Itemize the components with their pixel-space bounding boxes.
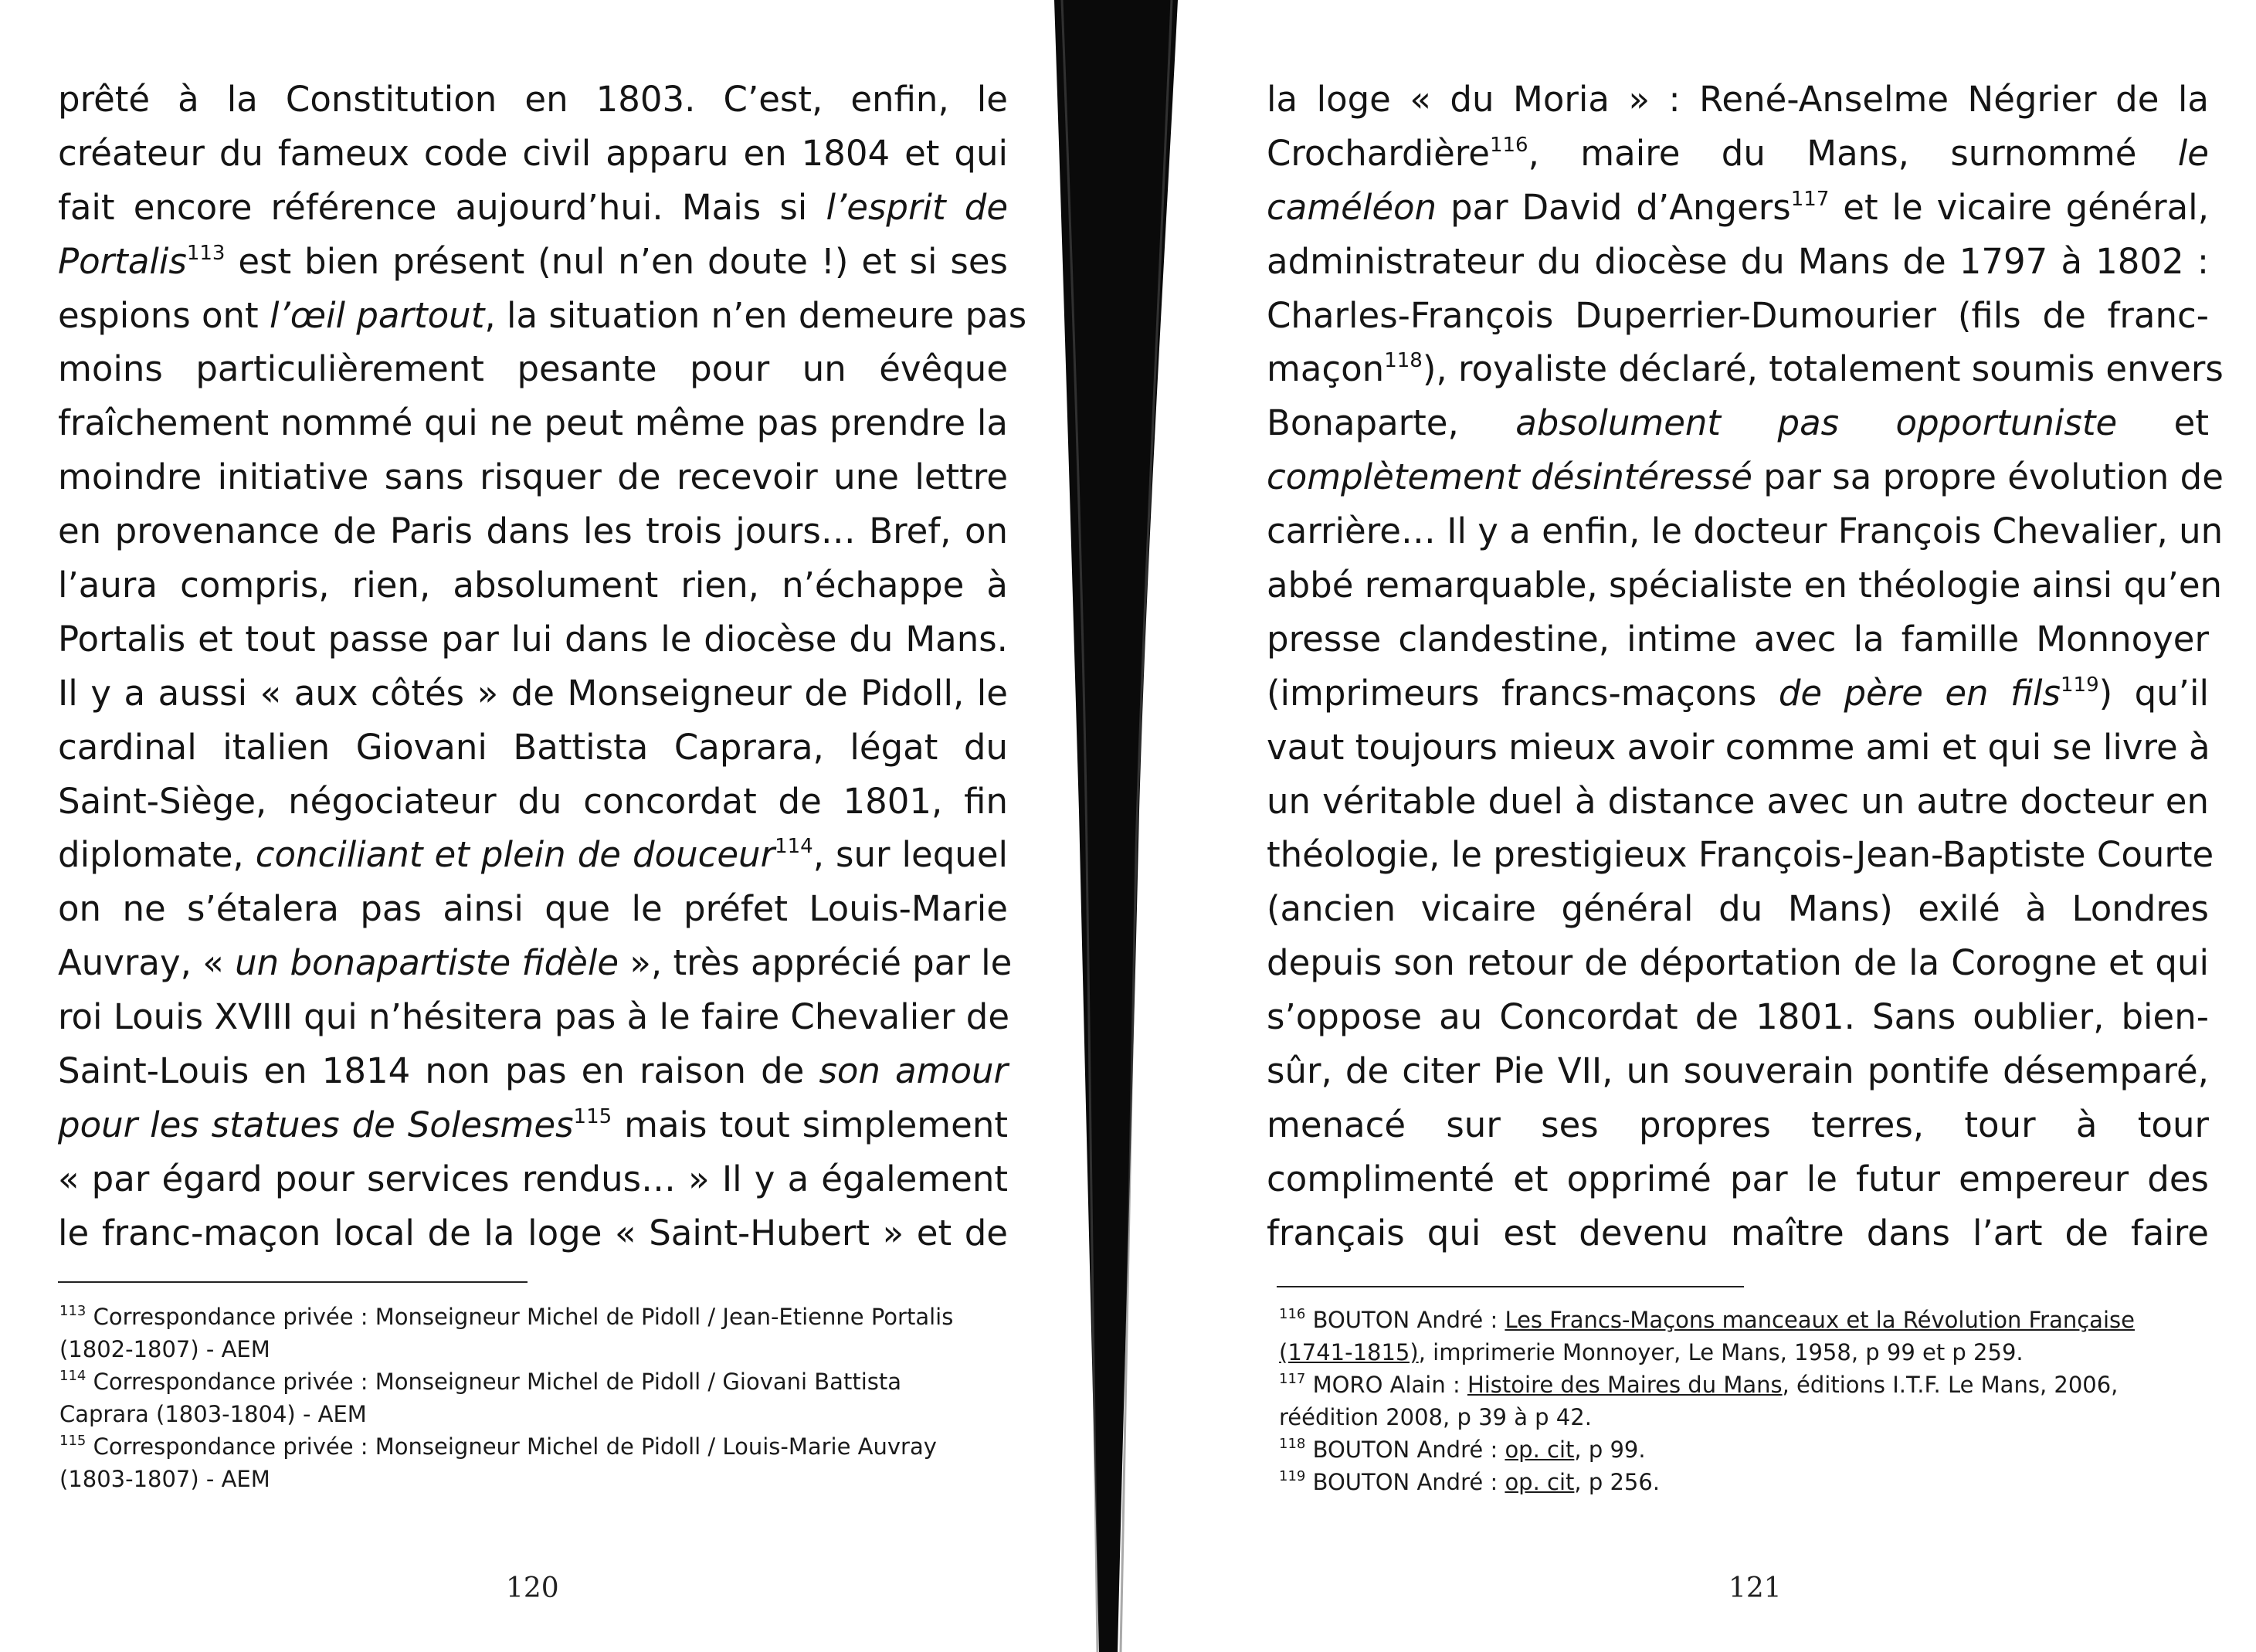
text-run: sûr, de citer Pie VII, un souverain pontife désemparé, — [1267, 1050, 2209, 1092]
text-line — [1267, 990, 2209, 1044]
text-line — [1267, 828, 2214, 882]
text-run: , p 99. — [1574, 1437, 1646, 1463]
text-line — [1267, 558, 2223, 612]
text-line — [1267, 775, 2209, 829]
left-body-text — [58, 73, 1027, 1260]
text-line — [1267, 127, 2209, 181]
text-line — [58, 882, 1008, 936]
italic-text: absolument pas opportuniste — [1515, 402, 2118, 444]
text-run: Portalis et tout passe par lui dans le diocèse du Mans. — [58, 618, 1008, 660]
underlined-title: Histoire des Maires du Mans — [1467, 1372, 1783, 1398]
footnote-ref: 116 — [1489, 133, 1528, 157]
text-run: , sur lequel — [812, 834, 1009, 876]
text-line — [1267, 289, 2209, 343]
text-line — [1267, 882, 2209, 936]
text-line — [58, 396, 1008, 450]
text-line — [1267, 1098, 2209, 1152]
text-line — [58, 1152, 1008, 1206]
book-gutter-shadow — [1031, 0, 1201, 1652]
text-line — [1267, 1152, 2209, 1206]
text-run: », très apprécié par le — [619, 942, 1013, 984]
text-run: Bonaparte, — [1267, 402, 1516, 444]
text-run: (1802-1807) - AEM — [59, 1336, 270, 1362]
left-footnote-rule — [58, 1281, 528, 1283]
text-run: espions ont — [58, 294, 270, 336]
text-run: abbé remarquable, spécialiste en théologie ainsi qu’en — [1267, 565, 2223, 606]
text-run: Correspondance privée : Monseigneur Michel de Pidoll / Giovani Battista — [86, 1369, 901, 1395]
text-run: par sa propre évolution de — [1752, 456, 2224, 498]
italic-text: un bonapartiste fidèle — [235, 942, 619, 984]
footnote-line — [1279, 1304, 2214, 1336]
text-line — [58, 181, 1008, 235]
italic-text: pour les statues de Solesmes — [58, 1104, 574, 1145]
text-line — [1267, 450, 2224, 504]
footnote-line — [1279, 1369, 2214, 1401]
text-run: créateur du fameux code civil apparu en 1804 et qui — [58, 132, 1008, 174]
text-line — [58, 450, 1008, 504]
text-run: Correspondance privée : Monseigneur Michel de Pidoll / Louis-Marie Auvray — [86, 1433, 937, 1460]
footnote-line — [59, 1430, 1009, 1463]
footnote-ref: 118 — [1384, 349, 1423, 373]
text-line — [58, 936, 1013, 990]
text-line — [58, 1206, 1008, 1260]
underlined-title: Les Francs-Maçons manceaux et la Révolution Française — [1505, 1307, 2135, 1333]
footnote-line — [59, 1333, 1009, 1365]
text-run: fait encore référence aujourd’hui. Mais si — [58, 186, 826, 228]
text-line — [58, 828, 1008, 882]
footnote-line — [1279, 1466, 2214, 1498]
footnote-ref: 118 — [1279, 1436, 1306, 1452]
underlined-title: (1741-1815) — [1279, 1339, 1419, 1365]
text-run: Auvray, « — [58, 942, 236, 984]
italic-text: le — [2177, 132, 2209, 174]
footnote-ref: 116 — [1279, 1306, 1306, 1322]
footnote-line — [1279, 1433, 2214, 1466]
footnote-ref: 119 — [1279, 1468, 1306, 1484]
text-run: la loge « du Moria » : René-Anselme Négrier de la — [1267, 79, 2209, 120]
text-run: Caprara (1803-1804) - AEM — [59, 1401, 367, 1427]
right-body-text — [1267, 73, 2224, 1260]
text-run: Saint-Siège, négociateur du concordat de 1801, fin — [58, 780, 1008, 822]
text-run: complimenté et opprimé par le futur empereur des — [1267, 1158, 2209, 1199]
text-line — [1267, 667, 2209, 721]
text-run: administrateur du diocèse du Mans de 1797 à 1802 : — [1267, 240, 2209, 282]
footnote-line — [59, 1365, 1009, 1398]
text-run: depuis son retour de déportation de la Corogne et qui — [1267, 942, 2209, 984]
text-run: moins particulièrement pesante pour un évêque — [58, 348, 1008, 390]
text-line — [1267, 612, 2209, 667]
italic-text: Portalis — [58, 240, 187, 282]
text-run: et — [2117, 402, 2209, 444]
text-line — [58, 990, 1008, 1044]
text-run: Correspondance privée : Monseigneur Michel de Pidoll / Jean-Etienne Portalis — [86, 1304, 954, 1330]
text-run: prêté à la Constitution en 1803. C’est, enfin, le — [58, 79, 1008, 120]
text-run: ) qu’il — [2098, 672, 2209, 714]
text-run: réédition 2008, p 39 à p 42. — [1279, 1404, 1592, 1430]
italic-text: complètement désintéressé — [1267, 456, 1752, 498]
text-run: presse clandestine, intime avec la famille Monnoyer — [1267, 618, 2209, 660]
text-run: carrière… Il y a enfin, le docteur François Chevalier, un — [1267, 511, 2224, 552]
text-line — [58, 1044, 1008, 1098]
text-line — [1267, 73, 2209, 127]
text-line — [58, 342, 1008, 396]
text-run: BOUTON André : — [1305, 1307, 1505, 1333]
text-run: vaut toujours mieux avoir comme ami et qui se livre à — [1267, 726, 2210, 768]
text-line — [58, 612, 1008, 667]
right-footnotes — [1279, 1304, 2214, 1498]
footnote-line — [1279, 1401, 2214, 1433]
footnote-ref: 113 — [186, 241, 226, 265]
text-run: , imprimerie Monnoyer, Le Mans, 1958, p 99 et p 259. — [1418, 1339, 2024, 1365]
italic-text: son amour — [819, 1050, 1009, 1092]
text-line — [1267, 235, 2209, 289]
text-run: maçon — [1267, 348, 1385, 390]
text-run: (imprimeurs francs-maçons — [1267, 672, 1779, 714]
footnote-line — [59, 1301, 1009, 1333]
text-run: le franc-maçon local de la loge « Saint-Hubert » et de — [58, 1212, 1008, 1253]
text-run: et le vicaire général, — [1829, 186, 2209, 228]
text-run: s’oppose au Concordat de 1801. Sans oublier, bien- — [1267, 996, 2209, 1038]
text-run: diplomate, — [58, 834, 256, 876]
footnote-ref: 114 — [775, 835, 813, 859]
text-run: « par égard pour services rendus… » Il y a également — [58, 1158, 1008, 1199]
text-run: BOUTON André : — [1305, 1437, 1505, 1463]
text-run: par David d’Angers — [1437, 186, 1791, 228]
footnote-line — [59, 1398, 1009, 1430]
text-line — [58, 289, 1027, 343]
text-line — [58, 667, 1008, 721]
text-run: est bien présent (nul n’en doute !) et si ses — [225, 240, 1008, 282]
footnote-ref: 115 — [59, 1433, 87, 1449]
underlined-title: op. cit — [1505, 1437, 1575, 1463]
text-line — [58, 721, 1008, 775]
text-run: MORO Alain : — [1305, 1372, 1467, 1398]
text-line — [1267, 721, 2209, 775]
text-run: menacé sur ses propres terres, tour à tour — [1267, 1104, 2209, 1145]
italic-text: de père en fils — [1778, 672, 2061, 714]
text-line — [58, 775, 1008, 829]
italic-text: caméléon — [1267, 186, 1437, 228]
text-run: roi Louis XVIII qui n’hésitera pas à le faire Chevalier de — [58, 996, 1010, 1038]
text-run: BOUTON André : — [1305, 1469, 1505, 1495]
text-run: français qui est devenu maître dans l’art de faire — [1267, 1212, 2209, 1253]
text-run: , maire du Mans, surnommé — [1528, 132, 2178, 174]
text-line — [58, 1098, 1008, 1152]
left-footnotes — [59, 1301, 1009, 1495]
text-line — [1267, 1044, 2209, 1098]
text-run: moindre initiative sans risquer de recevoir une lettre — [58, 456, 1008, 498]
text-run: (ancien vicaire général du Mans) exilé à Londres — [1267, 888, 2209, 930]
text-line — [1267, 342, 2224, 396]
underlined-title: op. cit — [1505, 1469, 1575, 1495]
text-line — [1267, 504, 2224, 558]
italic-text: l’œil partout — [270, 294, 485, 336]
text-run: Crochardière — [1267, 132, 1490, 174]
page-number-right: 121 — [1728, 1572, 1782, 1604]
text-run: mais tout simplement — [612, 1104, 1008, 1145]
text-run: Saint-Louis en 1814 non pas en raison de — [58, 1050, 819, 1092]
text-line — [1267, 181, 2209, 235]
footnote-ref: 117 — [1279, 1371, 1306, 1387]
footnote-ref: 117 — [1790, 187, 1830, 211]
text-line — [1267, 1206, 2209, 1260]
text-line — [58, 504, 1008, 558]
text-run: l’aura compris, rien, absolument rien, n’échappe à — [58, 565, 1008, 606]
text-run: théologie, le prestigieux François-Jean-Baptiste Courte — [1267, 834, 2214, 876]
right-footnote-rule — [1277, 1286, 1744, 1287]
footnote-ref: 114 — [59, 1368, 87, 1384]
footnote-ref: 115 — [573, 1104, 612, 1128]
text-run: on ne s’étalera pas ainsi que le préfet Louis-Marie — [58, 888, 1008, 930]
footnote-line — [59, 1463, 1009, 1495]
footnote-ref: 119 — [2060, 673, 2099, 697]
text-line — [58, 235, 1008, 289]
text-run: ), royaliste déclaré, totalement soumis envers — [1422, 348, 2224, 390]
text-run: en provenance de Paris dans les trois jours… Bref, on — [58, 511, 1008, 552]
text-line — [58, 127, 1008, 181]
text-run: , éditions I.T.F. Le Mans, 2006, — [1782, 1372, 2119, 1398]
footnote-ref: 113 — [59, 1303, 87, 1319]
text-run: , p 256. — [1574, 1469, 1661, 1495]
text-line — [1267, 396, 2209, 450]
text-line — [58, 73, 1008, 127]
italic-text: l’esprit de — [826, 186, 1009, 228]
text-run: un véritable duel à distance avec un autre docteur en — [1267, 780, 2209, 822]
text-run: cardinal italien Giovani Battista Caprara, légat du — [58, 726, 1008, 768]
text-run: Il y a aussi « aux côtés » de Monseigneur de Pidoll, le — [58, 672, 1008, 714]
italic-text: conciliant et plein de douceur — [255, 834, 775, 876]
text-run: , la situation n’en demeure pas — [484, 294, 1027, 336]
page-number-left: 120 — [506, 1572, 559, 1604]
text-line — [1267, 936, 2209, 990]
text-line — [58, 558, 1008, 612]
text-run: Charles-François Duperrier-Dumourier (fils de franc- — [1267, 294, 2209, 336]
text-run: (1803-1807) - AEM — [59, 1466, 270, 1492]
footnote-line — [1279, 1336, 2214, 1369]
text-run: fraîchement nommé qui ne peut même pas prendre la — [58, 402, 1008, 444]
